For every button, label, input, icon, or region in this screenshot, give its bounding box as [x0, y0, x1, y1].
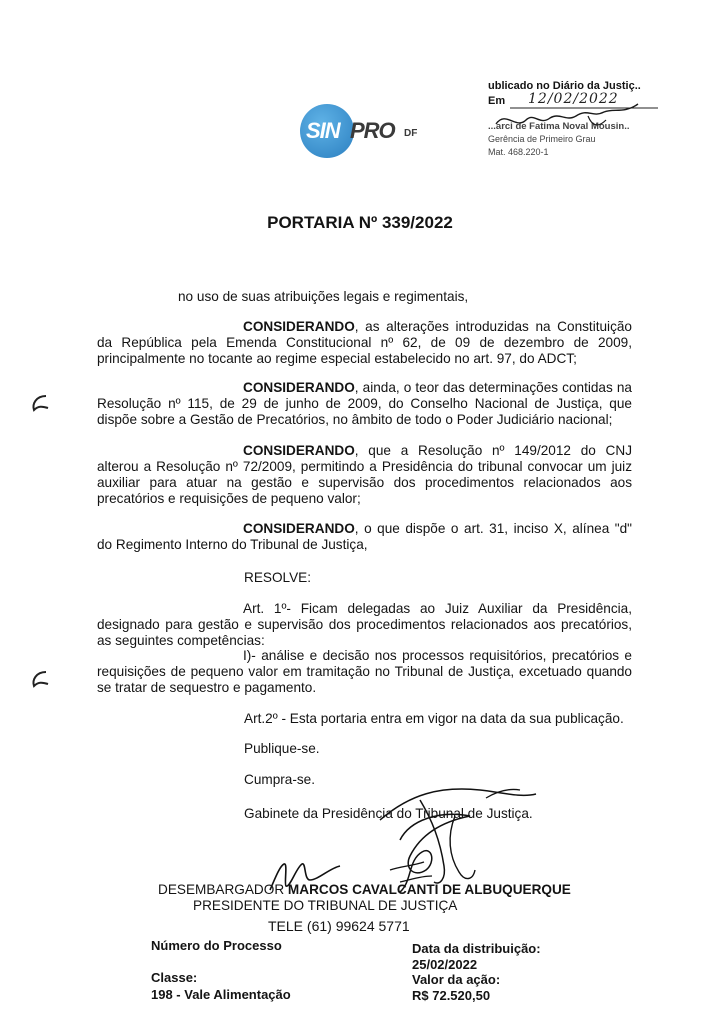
article-1: Art. 1º- Ficam delegadas ao Juiz Auxiliar da Presidência, designado para gestão e supervisão dos procedimentos relacionados aos precatórios, as seguintes competências:	[97, 601, 632, 648]
signatory-name: MARCOS CAVALCANTI DE ALBUQUERQUE	[287, 882, 571, 897]
resolve-heading: RESOLVE:	[244, 570, 311, 585]
considerando-text: , ainda, o teor das determinações contidas na Resolução nº 115, de 29 de junho de 2009, do Conselho Nacional de Justiça, que dispõe sobre a Gestão de Precatórios, no âmbito de todo o Poder Judiciário nacional;	[97, 380, 632, 427]
stamp-line-registration: Mat. 468.220-1	[488, 147, 549, 157]
considerando-paragraph-4	[97, 521, 632, 553]
scan-mark-lower	[28, 668, 52, 690]
footer-valor-value: R$ 72.520,50	[412, 988, 491, 1003]
logo-sin-text: SIN	[306, 118, 340, 143]
stamp-line-department: Gerência de Primeiro Grau	[488, 134, 596, 144]
considerando-keyword: CONSIDERANDO	[243, 443, 355, 458]
footer-distribuicao-value: 25/02/2022	[412, 957, 478, 972]
footer-processo-label: Número do Processo	[151, 938, 282, 953]
sinpro-logo	[300, 104, 430, 160]
footer-classe-value: 198 - Vale Alimentação	[151, 987, 291, 1002]
considerando-paragraph-1	[97, 319, 632, 367]
signatory-prefix: DESEMBARGADOR	[158, 882, 288, 897]
footer-classe-label: Classe:	[151, 970, 198, 985]
stamp-handwritten-signature	[488, 80, 668, 140]
scan-mark-upper	[28, 392, 52, 414]
publication-stamp	[488, 80, 668, 180]
signatory-role: PRESIDENTE DO TRIBUNAL DE JUSTIÇA	[193, 898, 458, 913]
article-1-item-1: I)- análise e decisão nos processos requisitórios, precatórios e requisições de pequeno valor em tramitação no Tribunal de Justiça, excetuado quando se tratar de sequestro e pagamento.	[97, 648, 632, 695]
considerando-keyword: CONSIDERANDO	[243, 521, 355, 536]
considerando-text: , as alterações introduzidas na Constituição da República pela Emenda Constitucional nº 62, de 09 de dezembro de 2009, principalmente no tocante ao regime especial estabelecido no art. 97, do ADCT;	[97, 319, 632, 366]
stamp-handwritten-date: 12/02/2022	[528, 91, 619, 107]
considerando-keyword: CONSIDERANDO	[243, 319, 355, 334]
footer-phone: TELE (61) 99624 5771	[268, 918, 410, 934]
considerando-keyword: CONSIDERANDO	[243, 380, 355, 395]
cumpra-line: Cumpra-se.	[244, 772, 316, 787]
footer-distribuicao-label: Data da distribuição:	[412, 941, 541, 956]
intro-paragraph: no uso de suas atribuições legais e regimentais,	[178, 289, 469, 304]
publique-line: Publique-se.	[244, 741, 320, 756]
stamp-date-prefix: Em	[488, 95, 506, 107]
document-title: PORTARIA Nº 339/2022	[267, 213, 453, 232]
considerando-text: , o que dispõe o art. 31, inciso X, alínea "d" do Regimento Interno do Tribunal de Justiça,	[97, 521, 632, 552]
considerando-paragraph-3	[97, 443, 632, 507]
considerando-text: , que a Resolução nº 149/2012 do CNJ alterou a Resolução nº 72/2009, permitindo a Presidência do tribunal convocar um juiz auxiliar para atuar na gestão e supervisão dos procedimentos relacionados aos precatórios e requisições de pequeno valor;	[97, 443, 632, 506]
article-2: Art.2º - Esta portaria entra em vigor na data da sua publicação.	[244, 711, 624, 726]
stamp-line-published: ublicado no Diário da Justiç..	[488, 80, 641, 92]
signatory-line	[158, 882, 571, 897]
gabinete-line: Gabinete da Presidência do Tribunal de Justiça.	[244, 806, 533, 821]
logo-df-text: DF	[404, 128, 418, 139]
logo-pro-text: PRO	[350, 118, 395, 143]
footer-valor-label: Valor da ação:	[412, 972, 501, 987]
stamp-line-name: ...arci de Fatima Noval Mousin..	[488, 121, 630, 132]
considerando-paragraph-2	[97, 380, 632, 428]
